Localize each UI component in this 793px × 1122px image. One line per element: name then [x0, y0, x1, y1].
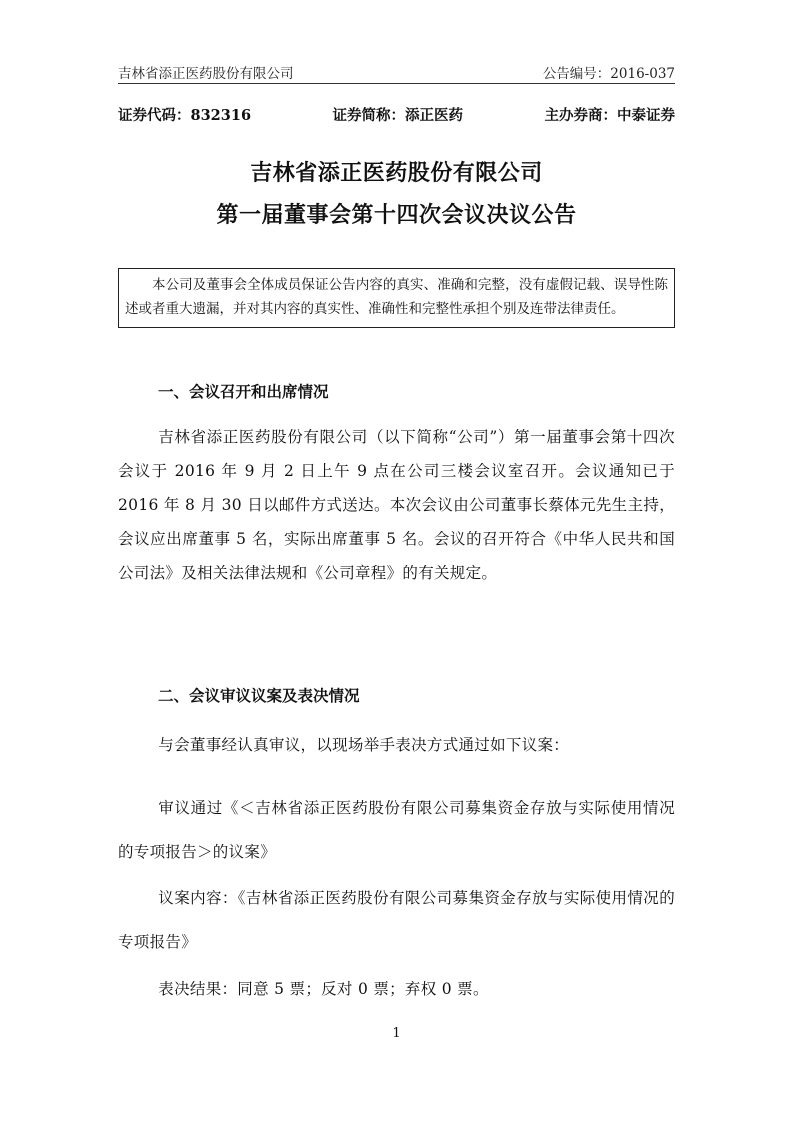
section-2-motion: 审议通过《＜吉林省添正医药股份有限公司募集资金存放与实际使用情况的专项报告＞的议案》 — [118, 799, 675, 861]
section-2-motion-content: 议案内容：《吉林省添正医药股份有限公司募集资金存放与实际使用情况的专项报告》 — [118, 889, 675, 951]
header-rule — [118, 83, 675, 84]
page-header — [118, 58, 675, 82]
header-company: 吉林省添正医药股份有限公司 — [118, 66, 294, 82]
stock-code: 证券代码：832316 — [118, 107, 252, 124]
securities-info — [118, 104, 675, 125]
section-2-intro: 与会董事经认真审议，以现场举手表决方式通过如下议案： — [158, 736, 570, 754]
section-2-vote-result: 表决结果：同意 5 票；反对 0 票；弃权 0 票。 — [158, 980, 489, 998]
section-1-paragraph: 吉林省添正医药股份有限公司（以下简称“公司”）第一届董事会第十四次会议于 2016 年 9 月 2 日上午 9 点在公司三楼会议室召开。会议通知已于 2016 年 8 月 30 日以邮件方式送达。本次会议由公司董事长蔡体元先生主持，会议应出席董事 5 名，实际出席董事 5 名。会议的召开符合《中华人民共和国公司法》及相关法律法规和《公司章程》的有关规定。 — [118, 428, 675, 582]
header-announcement-number: 公告编号：2016-037 — [542, 66, 675, 82]
section-heading-1: 一、会议召开和出席情况 — [158, 382, 329, 401]
stock-abbreviation: 证券简称：添正医药 — [332, 107, 464, 124]
sponsor-broker: 主办券商：中泰证券 — [544, 107, 675, 124]
disclaimer-box: 本公司及董事会全体成员保证公告内容的真实、准确和完整，没有虚假记载、误导性陈述或者重大遗漏，并对其内容的真实性、准确性和完整性承担个别及连带法律责任。 — [118, 268, 675, 328]
document-title-line1: 吉林省添正医药股份有限公司 — [250, 160, 543, 186]
page-number: 1 — [392, 1026, 401, 1041]
document-title-line2: 第一届董事会第十四次会议决议公告 — [216, 202, 577, 228]
section-heading-2: 二、会议审议议案及表决情况 — [158, 686, 360, 705]
